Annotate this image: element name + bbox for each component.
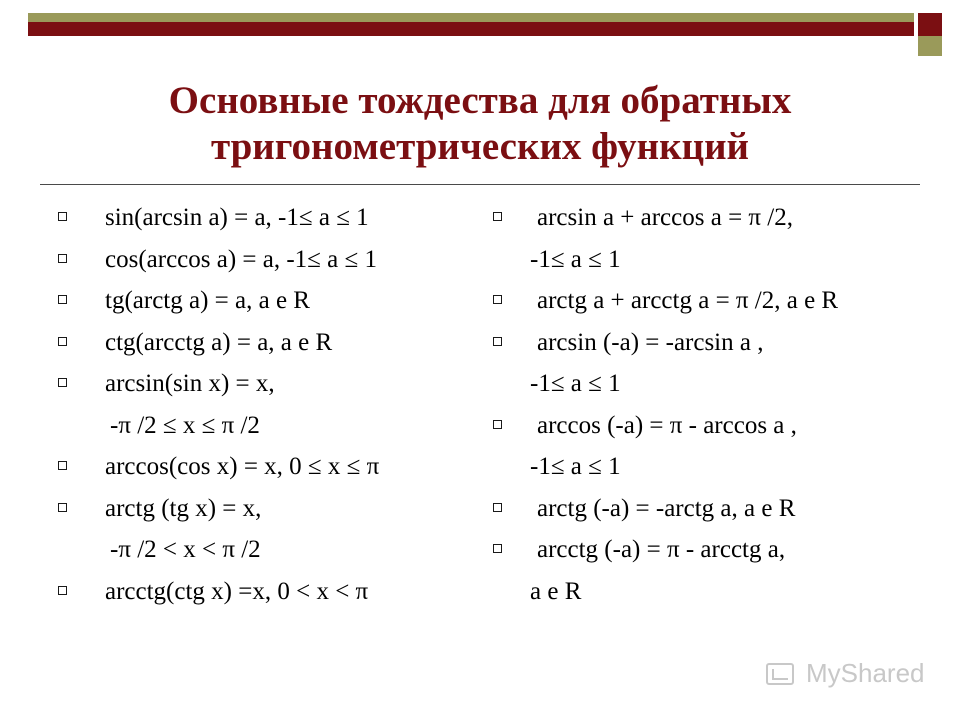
left-identity-item <box>55 363 475 405</box>
slide-title <box>40 78 920 170</box>
square-bullet-icon <box>58 212 67 221</box>
identity-text: arcsin (-a) = -arcsin a , <box>537 328 764 356</box>
left-identities-list <box>55 197 475 612</box>
watermark-text: MyShared <box>806 658 925 688</box>
square-bullet-icon <box>58 254 67 263</box>
right-identity-item <box>490 363 940 405</box>
square-bullet-icon <box>58 337 67 346</box>
right-identity-item <box>490 446 940 488</box>
right-identity-item <box>490 239 940 281</box>
left-identity-item <box>55 239 475 281</box>
identity-text: arccos(cos x) = x, 0 ≤ x ≤ π <box>105 453 380 480</box>
identity-text: arcctg (-a) = π - arcctg a, <box>537 536 786 563</box>
identity-text: arccos (-a) = π - arccos a , <box>537 411 797 439</box>
square-bullet-icon <box>493 420 502 429</box>
square-bullet-icon <box>493 295 502 304</box>
square-bullet-icon <box>493 212 502 221</box>
left-identity-item <box>55 488 475 530</box>
right-identity-item <box>490 529 940 571</box>
identity-condition-text: a e R <box>530 577 582 605</box>
left-identity-item <box>55 322 475 364</box>
left-identity-item <box>55 571 475 613</box>
right-identity-item <box>490 197 940 239</box>
right-identity-item <box>490 322 940 364</box>
slide-title-line-1: Основные тождества для обратных <box>168 79 792 122</box>
presentation-board-icon <box>766 663 794 685</box>
title-divider <box>40 184 920 185</box>
square-bullet-icon <box>58 295 67 304</box>
identity-text: tg(arctg a) = a, a e R <box>105 287 310 314</box>
identity-text: arcctg(ctg x) =x, 0 < x < π <box>105 577 369 605</box>
right-identity-item <box>490 488 940 530</box>
square-bullet-icon <box>493 337 502 346</box>
identity-condition-text: -π /2 ≤ x ≤ π /2 <box>110 411 260 439</box>
identity-text: arctg a + arcctg a = π /2, a e R <box>537 287 839 314</box>
square-bullet-icon <box>58 378 67 387</box>
identity-condition-text: -1≤ a ≤ 1 <box>530 453 621 480</box>
right-identity-item <box>490 571 940 613</box>
left-identity-item <box>55 529 475 571</box>
left-identity-item <box>55 197 475 239</box>
identity-text: arctg (tg x) = x, <box>105 494 262 522</box>
identity-text: arcsin(sin x) = x, <box>105 370 275 397</box>
right-identity-item <box>490 280 940 322</box>
identity-text: cos(arccos a) = a, -1≤ a ≤ 1 <box>105 245 377 273</box>
identity-text: arctg (-a) = -arctg a, a e R <box>537 494 796 522</box>
square-bullet-icon <box>58 586 67 595</box>
square-bullet-icon <box>493 503 502 512</box>
left-identity-item <box>55 446 475 488</box>
square-bullet-icon <box>58 503 67 512</box>
identity-text: arcsin a + arccos a = π /2, <box>537 204 793 231</box>
header-bar-red <box>28 22 914 36</box>
slide-title-line-2: тригонометрических функций <box>210 125 750 168</box>
identity-condition-text: -1≤ a ≤ 1 <box>530 245 621 273</box>
left-identity-item <box>55 405 475 447</box>
identity-text: ctg(arcctg a) = a, a e R <box>105 328 333 356</box>
header-corner-olive-block <box>918 36 942 56</box>
right-identity-item <box>490 405 940 447</box>
square-bullet-icon <box>58 461 67 470</box>
left-identity-item <box>55 280 475 322</box>
header-corner-red-block <box>918 13 942 36</box>
right-identities-list <box>490 197 940 612</box>
square-bullet-icon <box>493 544 502 553</box>
identity-condition-text: -1≤ a ≤ 1 <box>530 370 621 397</box>
identity-text: sin(arcsin a) = a, -1≤ a ≤ 1 <box>105 204 369 231</box>
identity-condition-text: -π /2 < x < π /2 <box>110 536 261 563</box>
